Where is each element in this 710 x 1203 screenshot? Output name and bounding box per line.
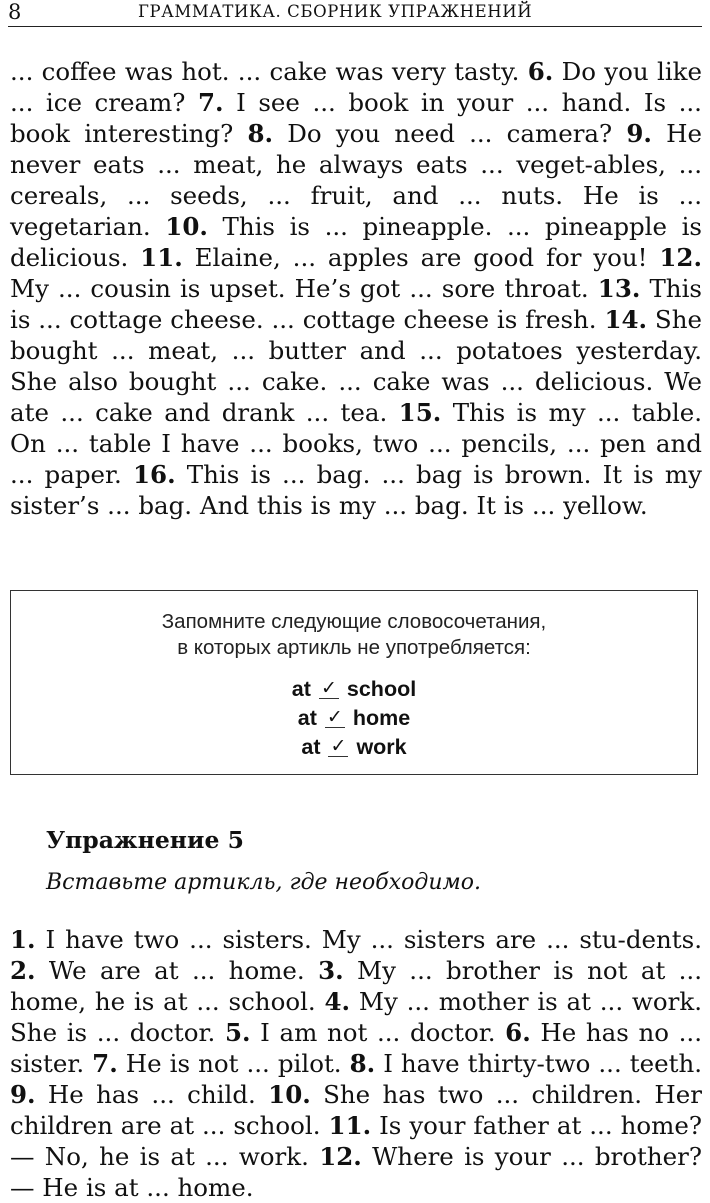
- item-number: 7.: [197, 88, 224, 117]
- continued-exercise-text: ... coffee was hot. ... cake was very tasty. 6. Do you like ... ice cream? 7. I see ... book in your ... hand. Is ... book interesting? 8. Do you need ... camera? 9. He never eats ... meat, he always eats ... veget-ables, ... cereals, ... seeds, ... fruit, and ... nuts. He is ... vegetarian. 10. This is ... pineapple. ... pineapple is delicious. 11. Elaine, ... apples are good for you! 12. My ... cousin is upset. He’s got ... sore throat. 13. This is ... cottage cheese. ... cottage cheese is fresh. 14. She bought ... meat, ... butter and ... potatoes yesterday. She also bought ... cake. ... cake was ... delicious. We ate ... cake and drank ... tea. 15. This is my ... table. On ... table I have ... books, two ... pencils, ... pen and ... paper. 16. This is ... bag. ... bag is brown. It is my sister’s ... bag. And this is my ... bag. It is ... yellow.: [10, 57, 703, 520]
- rule-intro: [11, 609, 697, 661]
- item-number: 9.: [10, 1080, 36, 1109]
- item-number: 10.: [268, 1080, 311, 1109]
- check-mark-icon: ✓: [328, 738, 348, 757]
- phrase-noun: work: [356, 735, 407, 759]
- item-number: 13.: [597, 274, 641, 303]
- phrase-preposition: at: [301, 735, 321, 759]
- running-title: ГРАММАТИКА. СБОРНИК УПРАЖНЕНИЙ: [138, 2, 533, 21]
- item-number: 6.: [527, 57, 554, 86]
- item-number: 9.: [626, 119, 652, 148]
- page-header: [8, 0, 702, 27]
- phrase-list: [11, 675, 697, 762]
- item-number: 8.: [247, 119, 274, 148]
- exercise-instruction: Вставьте артикль, где необходимо.: [46, 870, 481, 895]
- item-number: 16.: [132, 460, 176, 489]
- phrase-noun: home: [352, 706, 411, 730]
- exercise-title: Упражнение 5: [46, 826, 244, 854]
- item-number: 12.: [319, 1142, 362, 1171]
- phrase-preposition: at: [297, 706, 317, 730]
- item-number: 3.: [318, 956, 344, 985]
- rule-intro-line-2: в которых артикль не употребляется:: [177, 636, 531, 659]
- item-number: 1.: [10, 925, 36, 954]
- phrase-at-home: [11, 704, 697, 733]
- item-number: 11.: [328, 1111, 372, 1140]
- item-number: 11.: [140, 243, 183, 272]
- check-mark-icon: ✓: [325, 709, 345, 728]
- item-number: 6.: [505, 1018, 531, 1047]
- item-number: 10.: [165, 212, 208, 241]
- phrase-noun: school: [346, 677, 417, 701]
- item-number: 4.: [324, 987, 351, 1016]
- item-number: 5.: [224, 1018, 251, 1047]
- item-number: 12.: [659, 243, 702, 272]
- exercise-text: 1. I have two ... sisters. My ... sisters are ... stu-dents. 2. We are at ... home. 3. My ... brother is not at ... home, he is at ... school. 4. My ... mother is at ... work. She is ... doctor. 5. I am not ... doctor. 6. He has no ... sister. 7. He is not ... pilot. 8. I have thirty-two ... teeth. 9. He has ... child. 10. She has two ... children. Her children are at ... school. 11. Is your father at ... home? — No, he is at ... work. 12. Where is your ... brother? — He is at ... home.: [10, 925, 703, 1202]
- check-mark-icon: ✓: [319, 680, 339, 699]
- item-number: 15.: [398, 398, 442, 427]
- phrase-preposition: at: [291, 677, 311, 701]
- rule-intro-line-1: Запомните следующие словосочетания,: [161, 610, 547, 633]
- page-number: 8: [8, 0, 22, 24]
- item-number: 2.: [10, 956, 36, 985]
- phrase-at-school: [11, 675, 697, 704]
- item-number: 8.: [349, 1049, 376, 1078]
- item-number: 7.: [92, 1049, 118, 1078]
- rule-box: [10, 590, 698, 775]
- phrase-at-work: [11, 733, 697, 762]
- item-number: 14.: [604, 305, 648, 334]
